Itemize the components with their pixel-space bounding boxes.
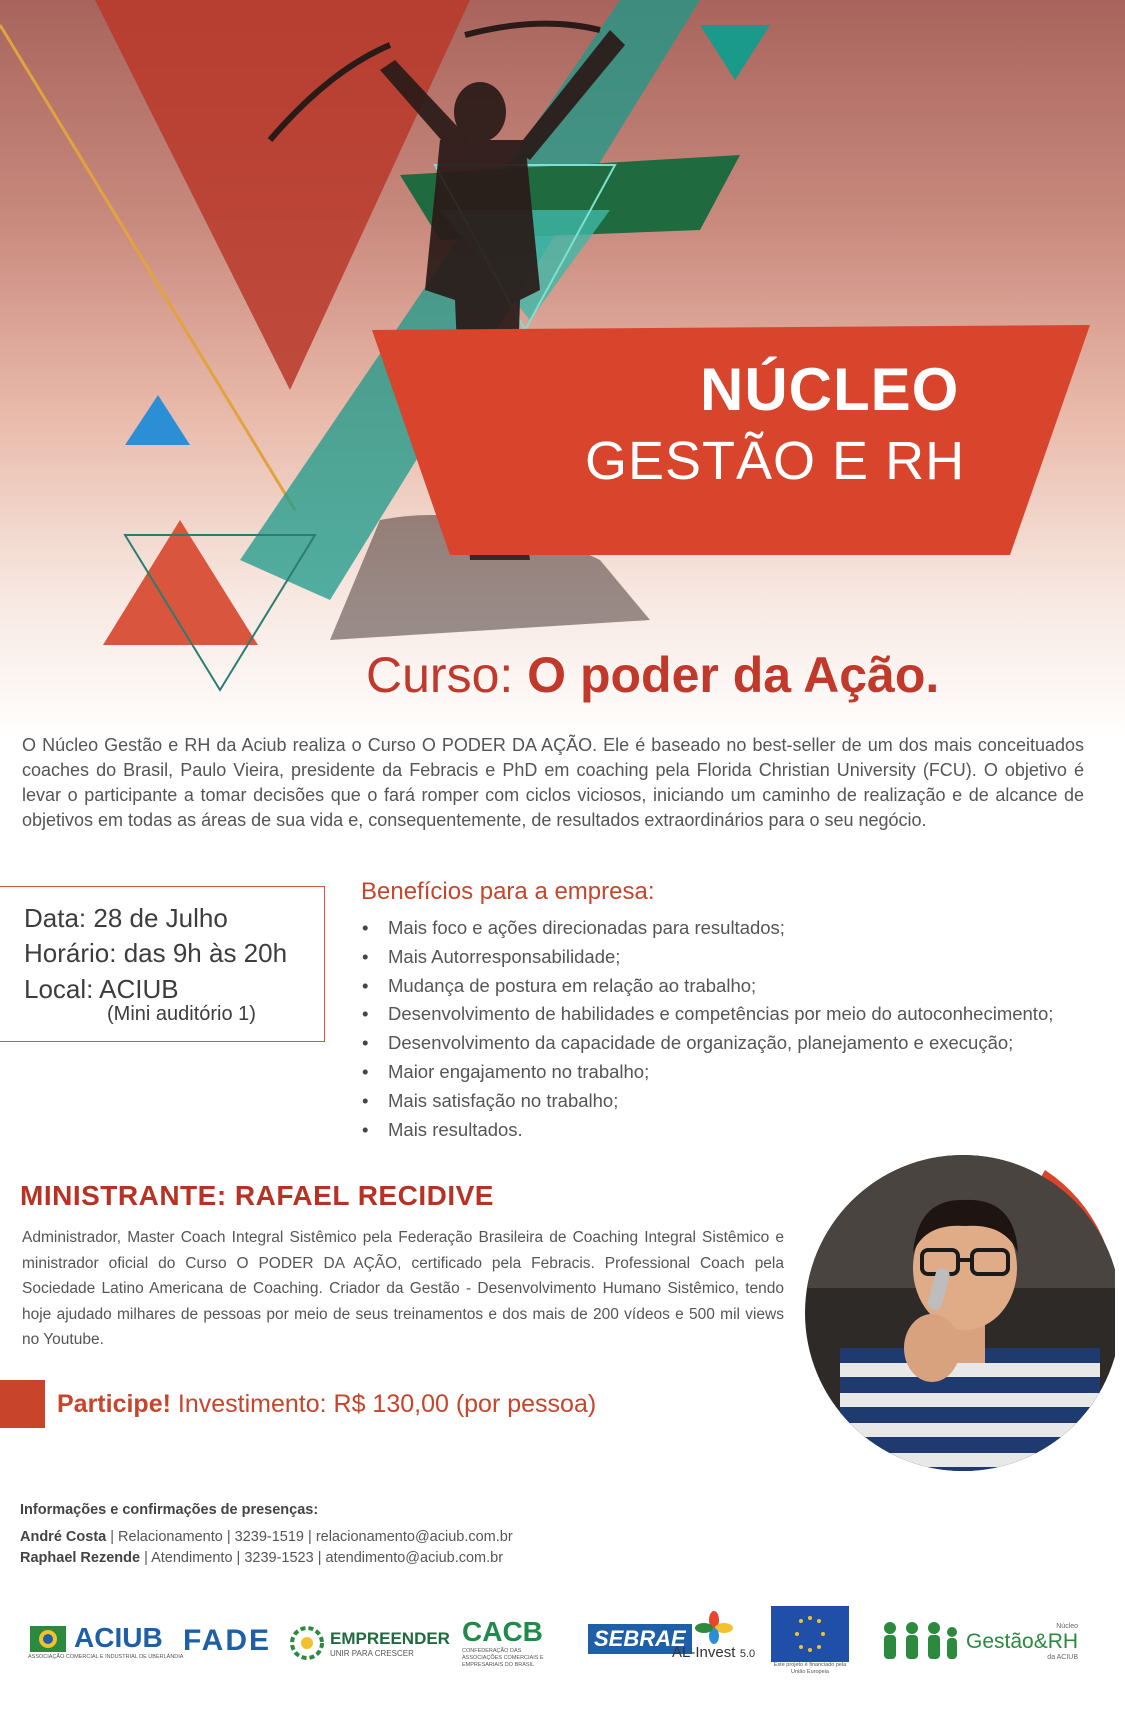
eu-flag-icon — [771, 1606, 849, 1662]
list-item: • Desenvolvimento da capacidade de organização, planejamento e execução; — [362, 1032, 1014, 1054]
course-prefix: Curso: — [366, 647, 514, 703]
people-icon — [878, 1620, 960, 1664]
list-item: • Mais resultados. — [362, 1118, 523, 1140]
event-time: Horário: das 9h às 20h — [24, 938, 288, 968]
fade-logo — [183, 1624, 271, 1658]
alinvest-number: 5.0 — [739, 1648, 756, 1660]
event-place: Local: ACIUB — [24, 974, 179, 1004]
empreender-logo — [288, 1624, 450, 1662]
benefits-list — [362, 914, 1053, 1144]
benefits-title: Benefícios para a empresa: — [361, 878, 655, 905]
nucleo-top: Núcleo — [1056, 1623, 1079, 1630]
striped-shirt — [840, 1348, 1100, 1478]
list-item: • Mudança de postura em relação ao trabalho; — [362, 974, 757, 996]
contact-name: André Costa — [20, 1529, 107, 1545]
eu-note: Este projeto é financiado pela União Europeia — [773, 1662, 847, 1675]
blue-triangle — [125, 395, 190, 445]
alinvest-logo — [672, 1610, 755, 1662]
teal-corner-triangle — [700, 25, 770, 80]
hero-banner — [0, 0, 1125, 740]
list-item: • Mais satisfação no trabalho; — [362, 1089, 619, 1111]
cta-bold: Participe! — [57, 1390, 171, 1418]
event-info-box — [0, 886, 325, 1042]
cta-text: Investimento: R$ 130,00 (por pessoa) — [177, 1390, 597, 1418]
list-item: • Maior engajamento no trabalho; — [362, 1060, 650, 1082]
alinvest-flower-icon — [694, 1610, 734, 1644]
alinvest-text: AL-Invest — [672, 1644, 736, 1661]
nucleo-sub: da ACIUB — [1047, 1654, 1079, 1661]
event-room: (Mini auditório 1) — [107, 1003, 256, 1025]
aciub-icon — [28, 1622, 68, 1654]
nucleo-logo — [878, 1620, 1078, 1664]
banner-title: NÚCLEO — [700, 356, 960, 423]
course-name: O poder da Ação. — [527, 647, 940, 703]
speaker-title: MINISTRANTE: RAFAEL RECIDIVE — [20, 1180, 494, 1211]
banner-subtitle: GESTÃO E RH — [585, 431, 966, 491]
speaker-avatar — [800, 1148, 1115, 1478]
fade-text: FADE — [183, 1624, 272, 1657]
empreender-subtitle: UNIR PARA CRESCER — [330, 1648, 414, 1658]
cacb-subtitle: CONFEDERAÇÃO DAS ASSOCIAÇÕES COMERCIAIS E EMPRESARIAIS DO BRASIL — [462, 1648, 544, 1668]
eu-logo — [770, 1606, 850, 1676]
partner-logos — [0, 1600, 1125, 1700]
cta-accent-bar — [0, 1380, 45, 1428]
list-item: • Desenvolvimento de habilidades e competências por meio do autoconhecimento; — [362, 1003, 1054, 1025]
list-item: • Mais Autorresponsabilidade; — [362, 945, 621, 967]
empreender-icon — [288, 1624, 326, 1662]
contact-line — [20, 1550, 503, 1566]
empreender-text: EMPREENDER — [330, 1628, 450, 1648]
sebrae-text: SEBRAE — [588, 1624, 692, 1654]
course-title — [366, 646, 939, 704]
cacb-text: CACB — [462, 1616, 543, 1647]
contact-name: Raphael Rezende — [20, 1550, 141, 1566]
list-item: • Mais foco e ações direcionadas para resultados; — [362, 917, 785, 938]
aciub-text: ACIUB — [74, 1622, 163, 1653]
cta-investment — [57, 1390, 596, 1419]
event-date: Data: 28 de Julho — [24, 903, 228, 933]
nucleo-text: Gestão&RH — [966, 1630, 1079, 1653]
contact-line — [20, 1529, 513, 1545]
contact-title: Informações e confirmações de presenças: — [20, 1502, 319, 1518]
aciub-logo — [28, 1622, 183, 1660]
speaker-photo — [800, 1148, 1115, 1478]
contact-details: | Relacionamento | 3239-1519 | relacionamento@aciub.com.br — [106, 1529, 513, 1545]
aciub-subtitle: ASSOCIAÇÃO COMERCIAL E INDUSTRIAL DE UBERLÂNDIA — [28, 1654, 184, 1660]
speaker-bio: Administrador, Master Coach Integral Sistêmico pela Federação Brasileira de Coaching Integral Sistêmico e ministrador oficial do Curso O PODER DA AÇÃO, certificado pela Febracis. Professional Coach pela Sociedade Latino Americana de Coaching. Criador da Gestão - Desenvolvimento Humano Sistêmico, tendo hoje ajudado milhares de pessoas por meio de seus treinamentos e dos mais de 200 vídeos e 500 mil views no Youtube. — [22, 1229, 784, 1348]
cacb-logo — [462, 1616, 562, 1669]
contact-details: | Atendimento | 3239-1523 | atendimento@aciub.com.br — [140, 1550, 504, 1566]
intro-paragraph: O Núcleo Gestão e RH da Aciub realiza o Curso O PODER DA AÇÃO. Ele é baseado no best-seller de um dos mais conceituados coaches do Brasil, Paulo Vieira, presidente da Febracis e PhD em coaching pela Florida Christian University (FCU). O objetivo é levar o participante a tomar decisões que o fará romper com ciclos viciosos, iniciando um caminho de realização e de alcance de objetivos em todas as áreas de sua vida e, consequentemente, de resultados extraordinários para o seu negócio. — [22, 735, 1084, 830]
